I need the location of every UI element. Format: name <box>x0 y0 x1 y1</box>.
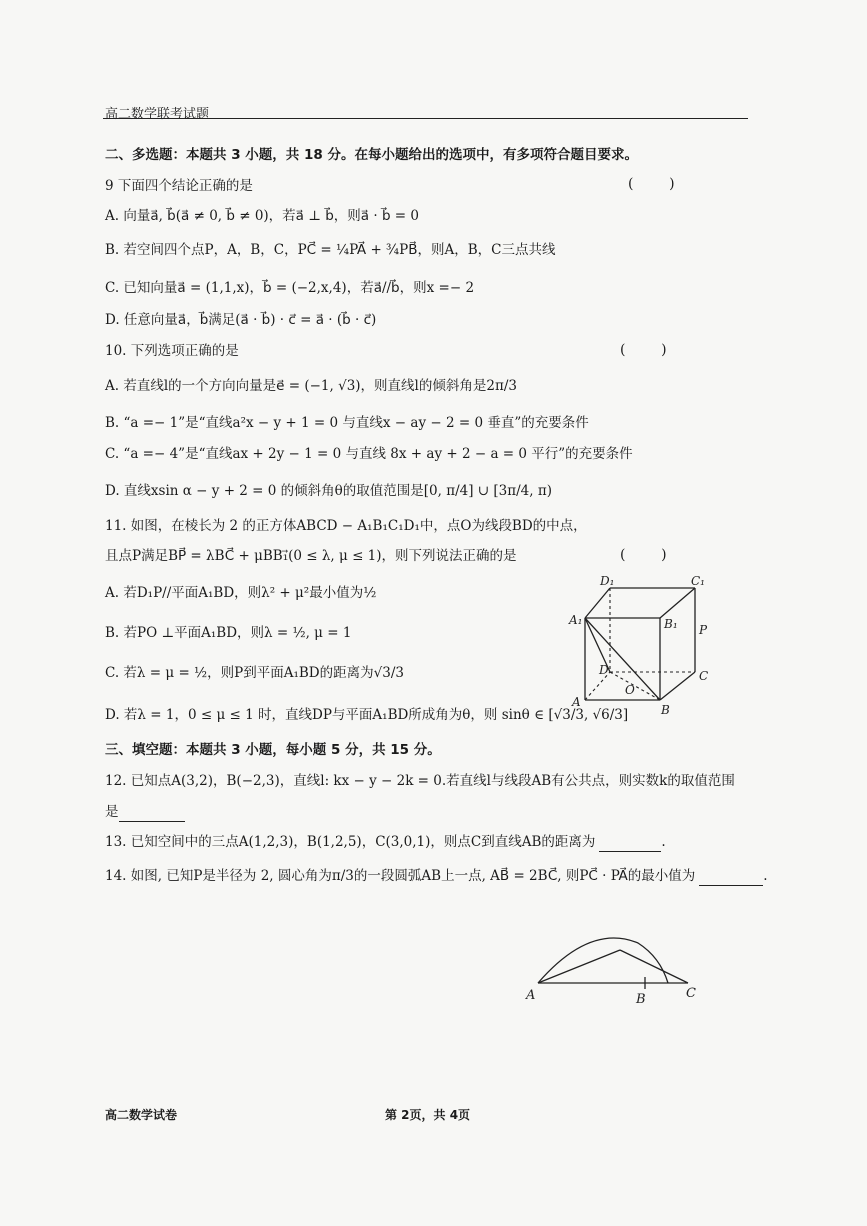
label-d: D <box>599 663 609 677</box>
label-b: B <box>661 703 670 717</box>
section3-title: 三、填空题：本题共 3 小题，每小题 5 分，共 15 分。 <box>105 742 441 758</box>
q11-option-b: B. 若PO ⊥平面A₁BD，则λ = ½, μ = 1 <box>105 625 352 641</box>
q13-end: . <box>661 834 666 850</box>
label-b1: B₁ <box>664 617 678 631</box>
section2-title: 二、多选题：本题共 3 小题，共 18 分。在每小题给出的选项中，有多项符合题目要求。 <box>105 147 638 163</box>
diag-db-hidden <box>610 672 660 700</box>
cube-figure <box>560 570 720 720</box>
q9-option-a: A. 向量a⃗, b⃗(a⃗ ≠ 0, b⃗ ≠ 0)，若a⃗ ⊥ b⃗，则a⃗ · b⃗ = 0 <box>105 208 420 224</box>
q10-stem: 10. 下列选项正确的是 <box>105 343 239 359</box>
header-rule <box>103 118 748 119</box>
q12-cont <box>105 802 185 822</box>
arc-ab <box>538 938 668 983</box>
q14-answer-blank[interactable] <box>699 871 763 886</box>
q14-line <box>105 866 768 886</box>
q11-option-d: D. 若λ = 1，0 ≤ μ ≤ 1 时，直线DP与平面A₁BD所成角为θ，则 sinθ ∈ [√3/3, √6/3] <box>105 707 629 723</box>
label-arc-a: A <box>526 988 536 1003</box>
q14-stem: 14. 如图, 已知P是半径为 2, 圆心角为π/3的一段圆弧AB上一点, AB⃗ = 2BC⃗, 则PC⃗ · PA⃗的最小值为 <box>105 868 696 884</box>
label-arc-b: B <box>636 992 646 1005</box>
q10-option-a: A. 若直线l的一个方向向量是e⃗ = (−1, √3)，则直线l的倾斜角是2π/3 <box>105 378 517 394</box>
q9-option-c: C. 已知向量a⃗ = (1,1,x)，b⃗ = (−2,x,4)，若a⃗//b⃗，则x =− 2 <box>105 280 475 296</box>
q14-end: . <box>763 868 768 884</box>
label-d1: D₁ <box>600 574 615 588</box>
q10-option-d: D. 直线xsin α − y + 2 = 0 的倾斜角θ的取值范围是[0, π/4] ∪ [3π/4, π) <box>105 483 552 499</box>
diag-a1b <box>585 618 660 700</box>
q13-stem: 13. 已知空间中的三点A(1,2,3)，B(1,2,5)，C(3,0,1)，则点C到直线AB的距离为 <box>105 834 596 850</box>
segment-pc <box>620 950 688 983</box>
edge-b1c1 <box>660 588 695 618</box>
q10-option-c: C. “a =− 4”是“直线ax + 2y − 1 = 0 与直线 8x + ay + 2 − a = 0 平行”的充要条件 <box>105 446 633 462</box>
q12-stem: 12. 已知点A(3,2)，B(−2,3)，直线l: kx − y − 2k = 0.若直线l与线段AB有公共点，则实数k的取值范围 <box>105 773 735 789</box>
q11-stem-line1: 11. 如图，在棱长为 2 的正方体ABCD − A₁B₁C₁D₁中，点O为线段BD的中点， <box>105 518 587 534</box>
label-c1: C₁ <box>691 574 705 588</box>
segment-pa <box>538 950 620 983</box>
edge-bc <box>660 672 695 700</box>
footer-page-number: 第 2页，共 4页 <box>385 1108 471 1122</box>
label-c: C <box>699 669 709 683</box>
q11-option-a: A. 若D₁P//平面A₁BD，则λ² + μ²最小值为½ <box>105 585 377 601</box>
q9-stem: 9 下面四个结论正确的是 <box>105 178 253 194</box>
q10-option-b: B. “a =− 1”是“直线a²x − y + 1 = 0 与直线x − ay − 2 = 0 垂直”的充要条件 <box>105 415 589 431</box>
label-a1: A₁ <box>569 613 583 627</box>
q9-answer-paren: ( ) <box>628 176 675 192</box>
q9-option-d: D. 任意向量a⃗，b⃗满足(a⃗ · b⃗) · c⃗ = a⃗ · (b⃗ · c⃗) <box>105 312 377 328</box>
q11-option-c: C. 若λ = μ = ½，则P到平面A₁BD的距离为√3/3 <box>105 665 404 681</box>
q10-answer-paren: ( ) <box>620 342 667 358</box>
q9-option-b: B. 若空间四个点P，A，B，C，PC⃗ = ¼PA⃗ + ¾PB⃗，则A，B，C三点共线 <box>105 242 556 258</box>
q13-answer-blank[interactable] <box>599 837 661 852</box>
label-p: P <box>699 623 708 637</box>
label-o: O <box>625 683 635 697</box>
q13-line <box>105 832 666 852</box>
page-header: 高二数学联考试题 <box>105 107 210 122</box>
q11-stem-line2: 且点P满足BP⃗ = λBC⃗ + μBB₁⃗(0 ≤ λ, μ ≤ 1)，则下列说法正确的是 <box>105 548 517 564</box>
q12-cont-text: 是 <box>105 804 119 820</box>
label-a: A <box>572 695 581 709</box>
label-arc-c: C <box>686 986 696 1001</box>
arc-figure <box>520 925 710 1005</box>
edge-a1d1 <box>585 588 610 618</box>
q12-answer-blank[interactable] <box>119 807 185 822</box>
q11-answer-paren: ( ) <box>620 547 667 563</box>
footer-left: 高二数学试卷 <box>105 1108 178 1122</box>
